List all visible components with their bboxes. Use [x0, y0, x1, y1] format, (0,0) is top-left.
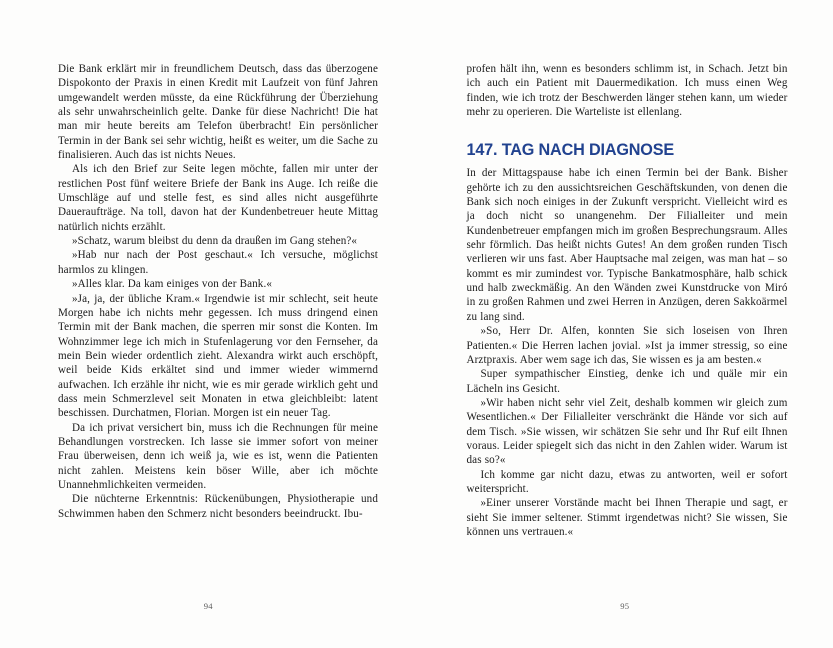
paragraph: »Alles klar. Da kam einiges von der Bank.«	[72, 278, 273, 291]
paragraph: »So, Herr Dr. Alfen, konnten Sie sich loseisen von Ihren Patienten.« Die Herren lachen jovial. »Ist ja immer stressig, so eine Arztpraxis. Aber wem sage ich das, Sie wissen es ja am besten.«	[466, 325, 788, 366]
paragraph: profen hält ihn, wenn es besonders schlimm ist, in Schach. Jetzt bin ich auch ein Patient mit Dauermedikation. Ich muss einen Weg finden, wie ich trotz der Beschwerden länger stehen kann, um wieder mehr zu operieren. Die Warteliste ist ellenlang.	[466, 63, 788, 119]
page-right	[417, 0, 833, 648]
paragraph: »Hab nur nach der Post geschaut.« Ich versuche, möglichst harmlos zu klingen.	[58, 249, 378, 276]
paragraph: Als ich den Brief zur Seite legen möchte, fallen mir unter der restlichen Post fünf weitere Briefe der Bank ins Auge. Ich reiße die Umschläge auf und stelle fest, es sind alles nicht ausgeführte Daueraufträge. Na toll, davon hat der Kundenbetreuer heute Mittag natürlich nichts erzählt.	[58, 163, 378, 233]
page-number-right: 95	[620, 601, 630, 611]
right-column-text	[467, 62, 788, 539]
left-column-text	[58, 62, 378, 521]
paragraph: »Schatz, warum bleibst du denn da draußen im Gang stehen?«	[72, 235, 358, 248]
paragraph: »Wir haben nicht sehr viel Zeit, deshalb kommen wir gleich zum Wesentlichen.« Der Filialleiter verschränkt die Hände vor sich auf dem Tisch. »Sie wissen, wir schätzen Sie sehr und Ihr Ruf eilt Ihnen voraus. Leider spiegelt sich das nicht in den Zahlen wider. Warum ist das so?«	[466, 396, 788, 467]
page-number-left: 94	[203, 601, 213, 611]
paragraph: Super sympathischer Einstieg, denke ich und quäle mir ein Lächeln ins Gesicht.	[466, 368, 788, 395]
section-heading: 147. TAG NACH DIAGNOSE	[466, 141, 675, 160]
paragraph: Da ich privat versichert bin, muss ich die Rechnungen für meine Behandlungen vorstrecken. Ich lasse sie immer sofort von meiner Frau überweisen, denn ich weiß ja, wie es ist, wenn die Patienten nicht zahlen. Meistens kein böser Wille, aber ich möchte Unannehmlichkeiten vermeiden.	[58, 421, 378, 491]
paragraph: Ich komme gar nicht dazu, etwas zu antworten, weil er sofort weiterspricht.	[466, 468, 788, 495]
paragraph: Die nüchterne Erkenntnis: Rückenübungen, Physiotherapie und Schwimmen haben den Schmerz nicht besonders beeindruckt. Ibu-	[58, 493, 378, 520]
paragraph: Die Bank erklärt mir in freundlichem Deutsch, dass das überzogene Dispokonto der Praxis in einen Kredit mit Laufzeit von fünf Jahren umgewandelt werden müsste, da eine Rückführung der Überziehung als sehr unwahrscheinlich gelte. Danke für diese Nachricht! Die hat man mir heute bereits am Telefon überbracht! Ein persönlicher Termin in der Bank sei sehr wichtig, heißt es weiter, um die Sache zu finalisieren. Auch das ist nichts Neues.	[58, 63, 378, 162]
paragraph: In der Mittagspause habe ich einen Termin bei der Bank. Bisher gehörte ich zu den aussichtsreichen Geschäftskunden, von denen die Bank sich noch einiges in der Zukunft verspricht. Vielleicht wird es ja doch nicht so unangenehm. Der Filialleiter und mein Kundenbetreuer empfangen mich im großen Besprechungsraum. Alles sehr förmlich. Das heißt nichts Gutes! An dem großen runden Tisch verlieren wir uns fast. Aber Hauptsache mal zeigen, was man hat – so kommt es mir zumindest vor. Typische Bankatmosphäre, halb schick und halb zweckmäßig. An den Wänden zwei Kunstdrucke von Miró in zu großen Rahmen und zwei Herren in Anzügen, deren Sakkoärmel zu lang sind.	[466, 167, 788, 323]
paragraph: »Ja, ja, der übliche Kram.« Irgendwie ist mir schlecht, seit heute Morgen habe ich nichts mehr gegessen. Ich muss dringend einen Termin mit der Bank machen, die sperren mir sonst die Konten. Im Wohnzimmer lege ich mich in Stufenlagerung vor den Fernseher, da mein Bein wieder ordentlich zieht. Alexandra wirkt auch erschöpft, weil beide Kids erkältet sind und immer wieder wimmernd aufwachen. Ich erzähle ihr nicht, wie es mir gerade wirklich geht und dass mein Schmerzlevel seit Monaten in etwa gleichbleibt: latent beschissen. Durchatmen, Florian. Morgen ist ein neuer Tag.	[58, 292, 378, 420]
paragraph: »Einer unserer Vorstände macht bei Ihnen Therapie und sagt, er sieht Sie immer seltener. Stimmt irgendetwas nicht? Sie wissen, Sie können uns vertrauen.«	[466, 497, 788, 538]
